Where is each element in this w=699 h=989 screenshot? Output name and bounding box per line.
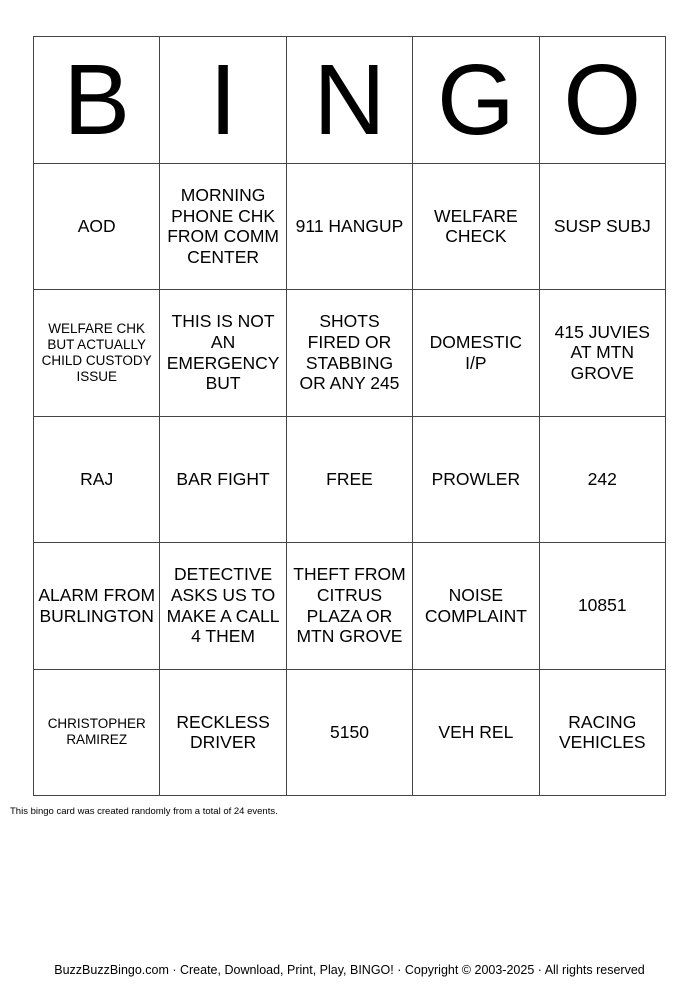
card-cell: DETECTIVE ASKS US TO MAKE A CALL 4 THEM <box>160 543 286 670</box>
card-cell: PROWLER <box>413 416 539 543</box>
header-letter-o: O <box>539 37 665 164</box>
card-cell: 911 HANGUP <box>286 163 412 290</box>
card-row-1 <box>34 163 666 290</box>
header-letter-i: I <box>160 37 286 164</box>
card-cell: ALARM FROM BURLINGTON <box>34 543 160 670</box>
card-cell: RACING VEHICLES <box>539 669 665 796</box>
header-letter-n: N <box>286 37 412 164</box>
card-note: This bingo card was created randomly from a total of 24 events. <box>10 806 278 817</box>
card-row-3 <box>34 416 666 543</box>
card-cell: AOD <box>34 163 160 290</box>
card-cell: DOMESTIC I/P <box>413 290 539 417</box>
card-row-5 <box>34 669 666 796</box>
card-cell: SUSP SUBJ <box>539 163 665 290</box>
card-cell: BAR FIGHT <box>160 416 286 543</box>
card-row-2 <box>34 290 666 417</box>
card-cell: RAJ <box>34 416 160 543</box>
header-letter-g: G <box>413 37 539 164</box>
card-cell: RECKLESS DRIVER <box>160 669 286 796</box>
page-footer: BuzzBuzzBingo.com · Create, Download, Print, Play, BINGO! · Copyright © 2003-2025 · All rights reserved <box>54 963 645 977</box>
card-cell: 5150 <box>286 669 412 796</box>
card-cell: SHOTS FIRED OR STABBING OR ANY 245 <box>286 290 412 417</box>
bingo-card <box>33 36 666 796</box>
header-row <box>34 37 666 164</box>
free-space-cell: FREE <box>286 416 412 543</box>
card-cell: 10851 <box>539 543 665 670</box>
card-cell: WELFARE CHK BUT ACTUALLY CHILD CUSTODY ISSUE <box>34 290 160 417</box>
card-cell: 415 JUVIES AT MTN GROVE <box>539 290 665 417</box>
card-cell: CHRISTOPHER RAMIREZ <box>34 669 160 796</box>
card-cell: THIS IS NOT AN EMERGENCY BUT <box>160 290 286 417</box>
card-cell: NOISE COMPLAINT <box>413 543 539 670</box>
card-row-4 <box>34 543 666 670</box>
card-cell: MORNING PHONE CHK FROM COMM CENTER <box>160 163 286 290</box>
header-letter-b: B <box>34 37 160 164</box>
card-cell: THEFT FROM CITRUS PLAZA OR MTN GROVE <box>286 543 412 670</box>
card-cell: WELFARE CHECK <box>413 163 539 290</box>
card-cell: 242 <box>539 416 665 543</box>
card-cell: VEH REL <box>413 669 539 796</box>
